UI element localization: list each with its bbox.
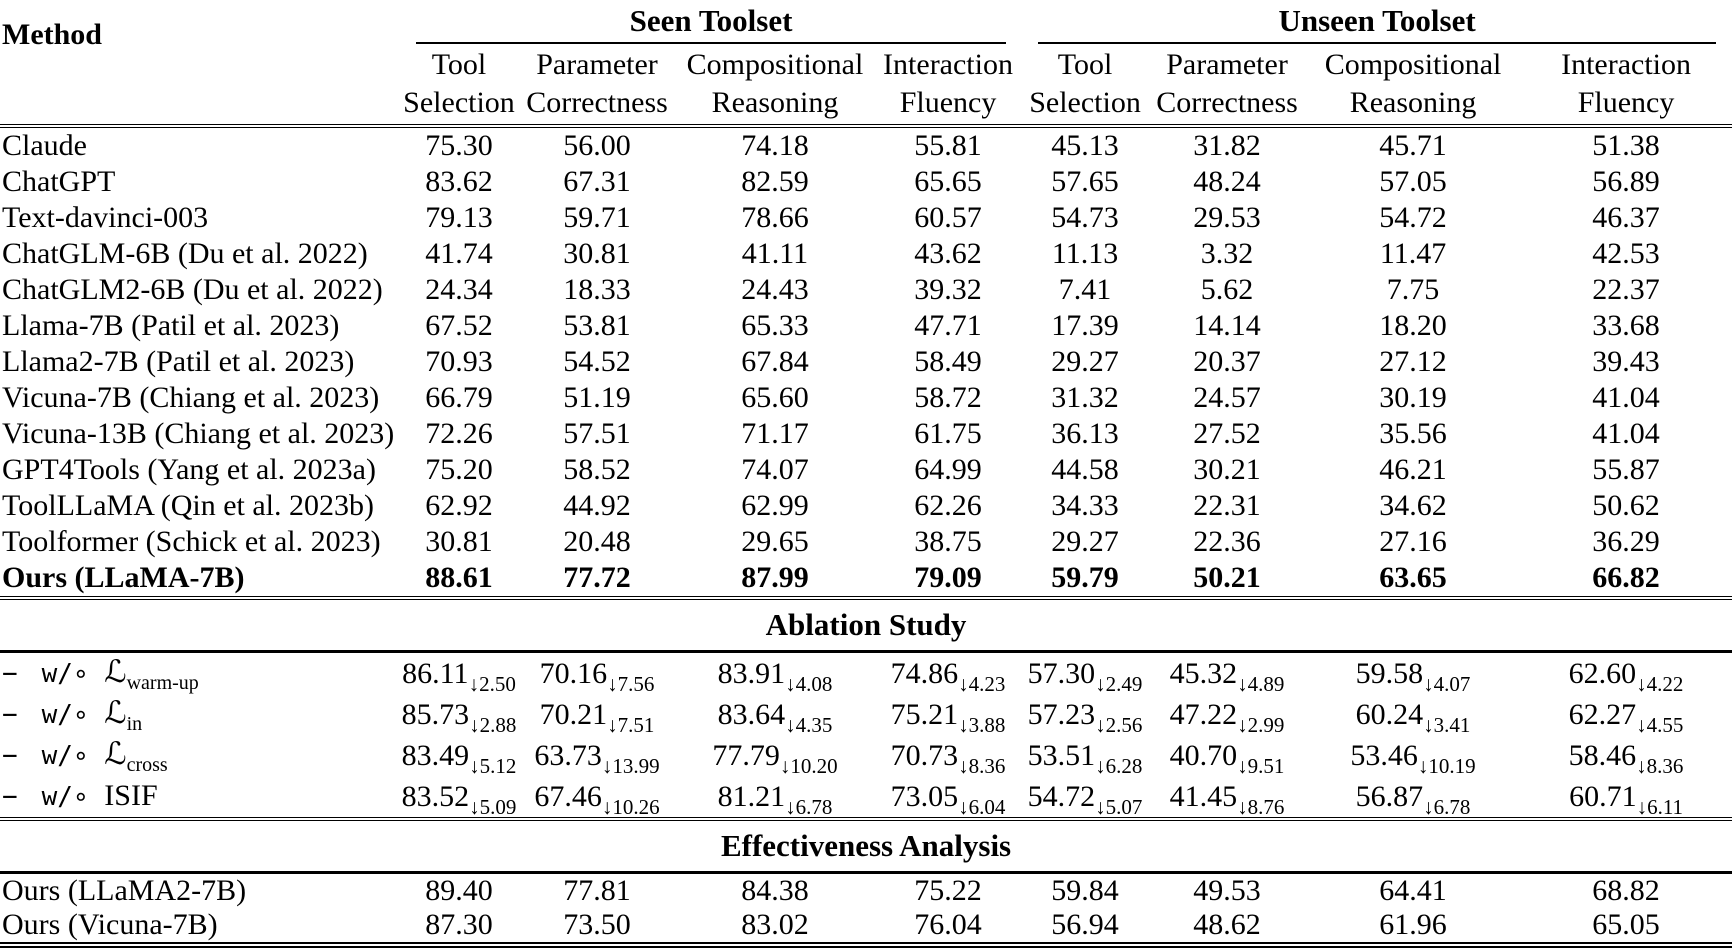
table-row-method — [0, 380, 1732, 416]
score-cell-with-drop: $53.46_{↓10.19}$ — [1350, 739, 1476, 778]
score-cell: 68.82 — [1592, 874, 1660, 907]
score-cell: 44.92 — [563, 489, 631, 522]
score-cell-with-drop: $75.21_{↓3.88}$ — [890, 698, 1006, 737]
score-cell-with-drop: $70.73_{↓8.36}$ — [890, 739, 1006, 778]
column-header-unseen-compositional-reasoning: Compositional Reasoning — [1306, 44, 1520, 126]
minus-sign: − — [2, 700, 18, 730]
score-cell: 74.18 — [741, 129, 809, 162]
score-cell: 38.75 — [914, 525, 982, 558]
table-row-method — [0, 344, 1732, 380]
score-cell: 60.57 — [914, 201, 982, 234]
score-cell: 24.43 — [741, 273, 809, 306]
column-header-unseen-interaction-fluency: Interaction Fluency — [1520, 44, 1732, 126]
minus-sign: − — [2, 659, 18, 689]
score-cell-with-drop: $60.71_{↓6.11}$ — [1569, 780, 1684, 819]
table-row-method — [0, 272, 1732, 308]
score-cell-with-drop: $77.79_{↓10.20}$ — [712, 739, 838, 778]
score-cell: 70.93 — [425, 345, 493, 378]
score-cell-with-drop: $70.21_{↓7.51}$ — [539, 698, 655, 737]
drop-subscript: ↓5.09 — [469, 795, 517, 819]
drop-subscript: ↓4.23 — [958, 672, 1006, 696]
score-cell: 58.49 — [914, 345, 982, 378]
drop-subscript: ↓4.08 — [785, 672, 833, 696]
score-cell: 78.66 — [741, 201, 809, 234]
method-cell: ChatGLM2-6B (Du et al. 2022) — [2, 273, 383, 306]
loss-subscript: in — [126, 713, 143, 735]
table-row-ablation — [0, 694, 1732, 735]
score-cell: 75.22 — [914, 874, 982, 907]
drop-subscript: ↓2.49 — [1095, 672, 1143, 696]
score-cell: 59.84 — [1051, 874, 1119, 907]
loss-subscript: cross — [126, 754, 168, 776]
score-cell: 33.68 — [1592, 309, 1660, 342]
column-header-seen-parameter-correctness: Parameter Correctness — [518, 44, 676, 126]
column-header-unseen-tool-selection: Tool Selection — [1022, 44, 1148, 126]
method-cell: ToolLLaMA (Qin et al. 2023b) — [2, 489, 374, 522]
score-cell: 83.62 — [425, 165, 493, 198]
drop-subscript: ↓8.36 — [958, 754, 1006, 778]
table-row-method — [0, 164, 1732, 200]
score-cell: 46.21 — [1379, 453, 1447, 486]
method-cell: Claude — [2, 129, 87, 162]
method-cell: Llama2-7B (Patil et al. 2023) — [2, 345, 355, 378]
score-cell: 62.26 — [914, 489, 982, 522]
method-cell: Vicuna-7B (Chiang et al. 2023) — [2, 381, 380, 414]
method-cell: ChatGLM-6B (Du et al. 2022) — [2, 237, 368, 270]
score-cell: 64.41 — [1379, 874, 1447, 907]
drop-subscript: ↓5.12 — [469, 754, 517, 778]
score-cell: 58.52 — [563, 453, 631, 486]
section-band-ablation-study-title: Ablation Study — [0, 598, 1732, 652]
score-cell: 48.62 — [1193, 908, 1261, 941]
method-cell: Ours (LLaMA-7B) — [2, 561, 245, 594]
score-cell: 73.50 — [563, 908, 631, 941]
table-row-ablation — [0, 776, 1732, 819]
drop-subscript: ↓13.99 — [601, 754, 660, 778]
section-band-effectiveness-analysis — [0, 819, 1732, 873]
without-notation: w/∘ — [41, 659, 105, 689]
score-cell: 5.62 — [1200, 273, 1254, 306]
score-cell: 31.32 — [1051, 381, 1119, 414]
score-cell: 41.74 — [425, 237, 493, 270]
score-cell-with-drop: $45.32_{↓4.89}$ — [1169, 657, 1285, 696]
score-cell: 65.60 — [741, 381, 809, 414]
score-cell: 34.33 — [1051, 489, 1119, 522]
minus-sign: − — [2, 741, 18, 771]
drop-subscript: ↓10.20 — [779, 754, 838, 778]
score-cell: 7.75 — [1386, 273, 1440, 306]
score-cell: 57.05 — [1379, 165, 1447, 198]
minus-sign: − — [2, 782, 18, 812]
score-cell: 27.12 — [1379, 345, 1447, 378]
score-cell: 56.89 — [1592, 165, 1660, 198]
score-cell: 31.82 — [1193, 129, 1261, 162]
method-cell: Ours (Vicuna-7B) — [2, 908, 218, 941]
score-cell: 51.19 — [563, 381, 631, 414]
drop-subscript: ↓7.51 — [607, 713, 655, 737]
score-cell: 30.81 — [563, 237, 631, 270]
score-cell: 64.99 — [914, 453, 982, 486]
score-cell: 22.31 — [1193, 489, 1261, 522]
score-cell: 87.30 — [425, 908, 493, 941]
table-row-method — [0, 308, 1732, 344]
score-cell: 55.81 — [914, 129, 982, 162]
score-cell-with-drop: $62.27_{↓4.55}$ — [1568, 698, 1684, 737]
score-cell: 30.81 — [425, 525, 493, 558]
score-cell: 18.20 — [1379, 309, 1447, 342]
drop-subscript: ↓4.35 — [785, 713, 833, 737]
score-cell: 65.65 — [914, 165, 982, 198]
score-cell: 79.09 — [914, 561, 982, 594]
score-cell: 53.81 — [563, 309, 631, 342]
drop-subscript: ↓4.07 — [1423, 672, 1471, 696]
drop-subscript: ↓2.56 — [1095, 713, 1143, 737]
loss-symbol: ℒ — [104, 654, 127, 690]
score-cell-with-drop: $57.23_{↓2.56}$ — [1027, 698, 1143, 737]
drop-subscript: ↓9.51 — [1237, 754, 1285, 778]
score-cell: 54.52 — [563, 345, 631, 378]
score-cell: 18.33 — [563, 273, 631, 306]
table-row-method — [0, 416, 1732, 452]
score-cell: 41.04 — [1592, 417, 1660, 450]
table-row-ablation — [0, 735, 1732, 776]
score-cell: 76.04 — [914, 908, 982, 941]
score-cell: 22.37 — [1592, 273, 1660, 306]
score-cell-with-drop: $40.70_{↓9.51}$ — [1169, 739, 1285, 778]
score-cell: 24.57 — [1193, 381, 1261, 414]
drop-subscript: ↓5.07 — [1095, 795, 1143, 819]
score-cell-with-drop: $41.45_{↓8.76}$ — [1169, 780, 1285, 819]
score-cell: 59.71 — [563, 201, 631, 234]
table-row-method — [0, 236, 1732, 272]
score-cell: 44.58 — [1051, 453, 1119, 486]
score-cell: 27.52 — [1193, 417, 1261, 450]
score-cell: 75.20 — [425, 453, 493, 486]
score-cell-with-drop: $60.24_{↓3.41}$ — [1355, 698, 1471, 737]
method-cell: GPT4Tools (Yang et al. 2023a) — [2, 453, 376, 486]
score-cell: 89.40 — [425, 874, 493, 907]
column-header-unseen-parameter-correctness: Parameter Correctness — [1148, 44, 1306, 126]
ablation-label-cell — [0, 652, 400, 695]
ablation-label-cell — [0, 694, 400, 735]
score-cell: 62.99 — [741, 489, 809, 522]
score-cell-with-drop: $63.73_{↓13.99}$ — [534, 739, 660, 778]
score-cell-with-drop: $81.21_{↓6.78}$ — [717, 780, 833, 819]
drop-subscript: ↓2.88 — [469, 713, 517, 737]
method-cell: Vicuna-13B (Chiang et al. 2023) — [2, 417, 395, 450]
score-cell: 66.79 — [425, 381, 493, 414]
score-cell: 61.75 — [914, 417, 982, 450]
loss-subscript: warm-up — [126, 672, 199, 694]
score-cell: 67.31 — [563, 165, 631, 198]
drop-subscript: ↓2.50 — [468, 672, 516, 696]
score-cell: 34.62 — [1379, 489, 1447, 522]
drop-subscript: ↓3.41 — [1423, 713, 1471, 737]
drop-subscript: ↓10.19 — [1417, 754, 1476, 778]
score-cell: 77.72 — [563, 561, 631, 594]
score-cell: 24.34 — [425, 273, 493, 306]
table-row-effectiveness — [0, 908, 1732, 945]
loss-symbol: ℒ — [104, 695, 127, 731]
score-cell: 63.65 — [1379, 561, 1447, 594]
group-header-row — [0, 0, 1732, 44]
score-cell: 49.53 — [1193, 874, 1261, 907]
score-cell: 83.02 — [741, 908, 809, 941]
score-cell: 79.13 — [425, 201, 493, 234]
score-cell: 62.92 — [425, 489, 493, 522]
method-cell: Toolformer (Schick et al. 2023) — [2, 525, 381, 558]
score-cell-with-drop: $59.58_{↓4.07}$ — [1355, 657, 1471, 696]
drop-subscript: ↓10.26 — [601, 795, 660, 819]
score-cell: 50.62 — [1592, 489, 1660, 522]
score-cell: 30.21 — [1193, 453, 1261, 486]
score-cell: 61.96 — [1379, 908, 1447, 941]
score-cell: 57.51 — [563, 417, 631, 450]
drop-subscript: ↓4.22 — [1636, 672, 1684, 696]
score-cell: 20.48 — [563, 525, 631, 558]
score-cell-with-drop: $83.52_{↓5.09}$ — [401, 780, 517, 819]
drop-subscript: ↓6.28 — [1095, 754, 1143, 778]
score-cell-with-drop: $58.46_{↓8.36}$ — [1568, 739, 1684, 778]
score-cell: 72.26 — [425, 417, 493, 450]
score-cell: 54.72 — [1379, 201, 1447, 234]
drop-subscript: ↓8.36 — [1636, 754, 1684, 778]
score-cell: 54.73 — [1051, 201, 1119, 234]
score-cell: 30.19 — [1379, 381, 1447, 414]
score-cell-with-drop: $53.51_{↓6.28}$ — [1027, 739, 1143, 778]
group-header-unseen-toolset — [1022, 0, 1732, 44]
score-cell: 75.30 — [425, 129, 493, 162]
method-cell: Llama-7B (Patil et al. 2023) — [2, 309, 340, 342]
score-cell: 41.11 — [741, 237, 809, 270]
score-cell-with-drop: $83.49_{↓5.12}$ — [401, 739, 517, 778]
column-header-seen-tool-selection: Tool Selection — [400, 44, 518, 126]
loss-symbol: ℒ — [104, 736, 127, 772]
score-cell: 65.05 — [1592, 908, 1660, 941]
score-cell: 56.00 — [563, 129, 631, 162]
score-cell: 36.29 — [1592, 525, 1660, 558]
score-cell: 71.17 — [741, 417, 809, 450]
drop-subscript: ↓7.56 — [607, 672, 655, 696]
drop-subscript: ↓6.11 — [1636, 795, 1684, 819]
column-header-seen-interaction-fluency: Interaction Fluency — [874, 44, 1022, 126]
score-cell: 7.41 — [1058, 273, 1112, 306]
score-cell: 45.13 — [1051, 129, 1119, 162]
score-cell: 3.32 — [1200, 237, 1254, 270]
score-cell: 88.61 — [425, 561, 493, 594]
drop-subscript: ↓4.55 — [1636, 713, 1684, 737]
score-cell-with-drop: $54.72_{↓5.07}$ — [1027, 780, 1143, 819]
group-header-seen-label: Seen Toolset — [416, 2, 1006, 44]
table-body — [0, 126, 1732, 945]
score-cell: 67.84 — [741, 345, 809, 378]
score-cell: 22.36 — [1193, 525, 1261, 558]
column-header-method: Method — [0, 0, 400, 126]
without-notation: w/∘ — [41, 741, 105, 771]
without-notation: w/∘ — [41, 782, 105, 812]
score-cell: 39.43 — [1592, 345, 1660, 378]
table-row-method — [0, 452, 1732, 488]
group-header-seen-toolset — [400, 0, 1022, 44]
score-cell: 48.24 — [1193, 165, 1261, 198]
score-cell: 47.71 — [914, 309, 982, 342]
score-cell-with-drop: $83.64_{↓4.35}$ — [717, 698, 833, 737]
score-cell: 11.13 — [1051, 237, 1119, 270]
score-cell: 20.37 — [1193, 345, 1261, 378]
drop-subscript: ↓6.04 — [958, 795, 1006, 819]
score-cell: 46.37 — [1592, 201, 1660, 234]
score-cell: 51.38 — [1592, 129, 1660, 162]
table-header — [0, 0, 1732, 126]
score-cell: 43.62 — [914, 237, 982, 270]
score-cell: 67.52 — [425, 309, 493, 342]
score-cell: 29.65 — [741, 525, 809, 558]
drop-subscript: ↓8.76 — [1237, 795, 1285, 819]
score-cell: 36.13 — [1051, 417, 1119, 450]
score-cell-with-drop: $83.91_{↓4.08}$ — [717, 657, 833, 696]
method-cell: Text-davinci-003 — [2, 201, 209, 234]
table-row-method — [0, 488, 1732, 524]
score-cell: 29.27 — [1051, 525, 1119, 558]
score-cell: 14.14 — [1193, 309, 1261, 342]
group-header-unseen-label: Unseen Toolset — [1038, 2, 1716, 44]
table-row-method — [0, 200, 1732, 236]
score-cell: 17.39 — [1051, 309, 1119, 342]
score-cell: 82.59 — [741, 165, 809, 198]
score-cell: 55.87 — [1592, 453, 1660, 486]
score-cell: 66.82 — [1592, 561, 1660, 594]
drop-subscript: ↓6.78 — [1423, 795, 1471, 819]
section-band-ablation-study — [0, 598, 1732, 652]
score-cell-with-drop: $56.87_{↓6.78}$ — [1355, 780, 1471, 819]
score-cell: 29.53 — [1193, 201, 1261, 234]
score-cell-with-drop: $73.05_{↓6.04}$ — [890, 780, 1006, 819]
score-cell: 57.65 — [1051, 165, 1119, 198]
ablation-term-label: ISIF — [104, 779, 158, 812]
drop-subscript: ↓6.78 — [785, 795, 833, 819]
score-cell-with-drop: $67.46_{↓10.26}$ — [534, 780, 660, 819]
score-cell: 11.47 — [1379, 237, 1447, 270]
score-cell: 65.33 — [741, 309, 809, 342]
ablation-label-cell — [0, 776, 400, 819]
score-cell: 35.56 — [1379, 417, 1447, 450]
score-cell-with-drop: $74.86_{↓4.23}$ — [890, 657, 1006, 696]
drop-subscript: ↓3.88 — [958, 713, 1006, 737]
score-cell: 74.07 — [741, 453, 809, 486]
score-cell: 42.53 — [1592, 237, 1660, 270]
score-cell: 84.38 — [741, 874, 809, 907]
score-cell-with-drop: $85.73_{↓2.88}$ — [401, 698, 517, 737]
table-row-effectiveness — [0, 873, 1732, 909]
without-notation: w/∘ — [41, 700, 105, 730]
score-cell: 87.99 — [741, 561, 809, 594]
score-cell-with-drop: $86.11_{↓2.50}$ — [402, 657, 516, 696]
score-cell: 39.32 — [914, 273, 982, 306]
table-row-method — [0, 560, 1732, 598]
score-cell: 50.21 — [1193, 561, 1261, 594]
score-cell-with-drop: $47.22_{↓2.99}$ — [1169, 698, 1285, 737]
section-band-effectiveness-analysis-title: Effectiveness Analysis — [0, 819, 1732, 873]
score-cell: 56.94 — [1051, 908, 1119, 941]
table-row-method — [0, 126, 1732, 164]
score-cell-with-drop: $57.30_{↓2.49}$ — [1027, 657, 1143, 696]
drop-subscript: ↓2.99 — [1237, 713, 1285, 737]
method-cell: Ours (LLaMA2-7B) — [2, 874, 247, 907]
method-cell: ChatGPT — [2, 165, 116, 198]
score-cell: 41.04 — [1592, 381, 1660, 414]
score-cell: 59.79 — [1051, 561, 1119, 594]
table-row-ablation — [0, 652, 1732, 695]
score-cell: 29.27 — [1051, 345, 1119, 378]
column-header-seen-compositional-reasoning: Compositional Reasoning — [676, 44, 874, 126]
score-cell-with-drop: $70.16_{↓7.56}$ — [539, 657, 655, 696]
score-cell: 58.72 — [914, 381, 982, 414]
score-cell: 77.81 — [563, 874, 631, 907]
ablation-label-cell — [0, 735, 400, 776]
score-cell: 45.71 — [1379, 129, 1447, 162]
table-row-method — [0, 524, 1732, 560]
drop-subscript: ↓4.89 — [1237, 672, 1285, 696]
score-cell-with-drop: $62.60_{↓4.22}$ — [1568, 657, 1684, 696]
score-cell: 27.16 — [1379, 525, 1447, 558]
